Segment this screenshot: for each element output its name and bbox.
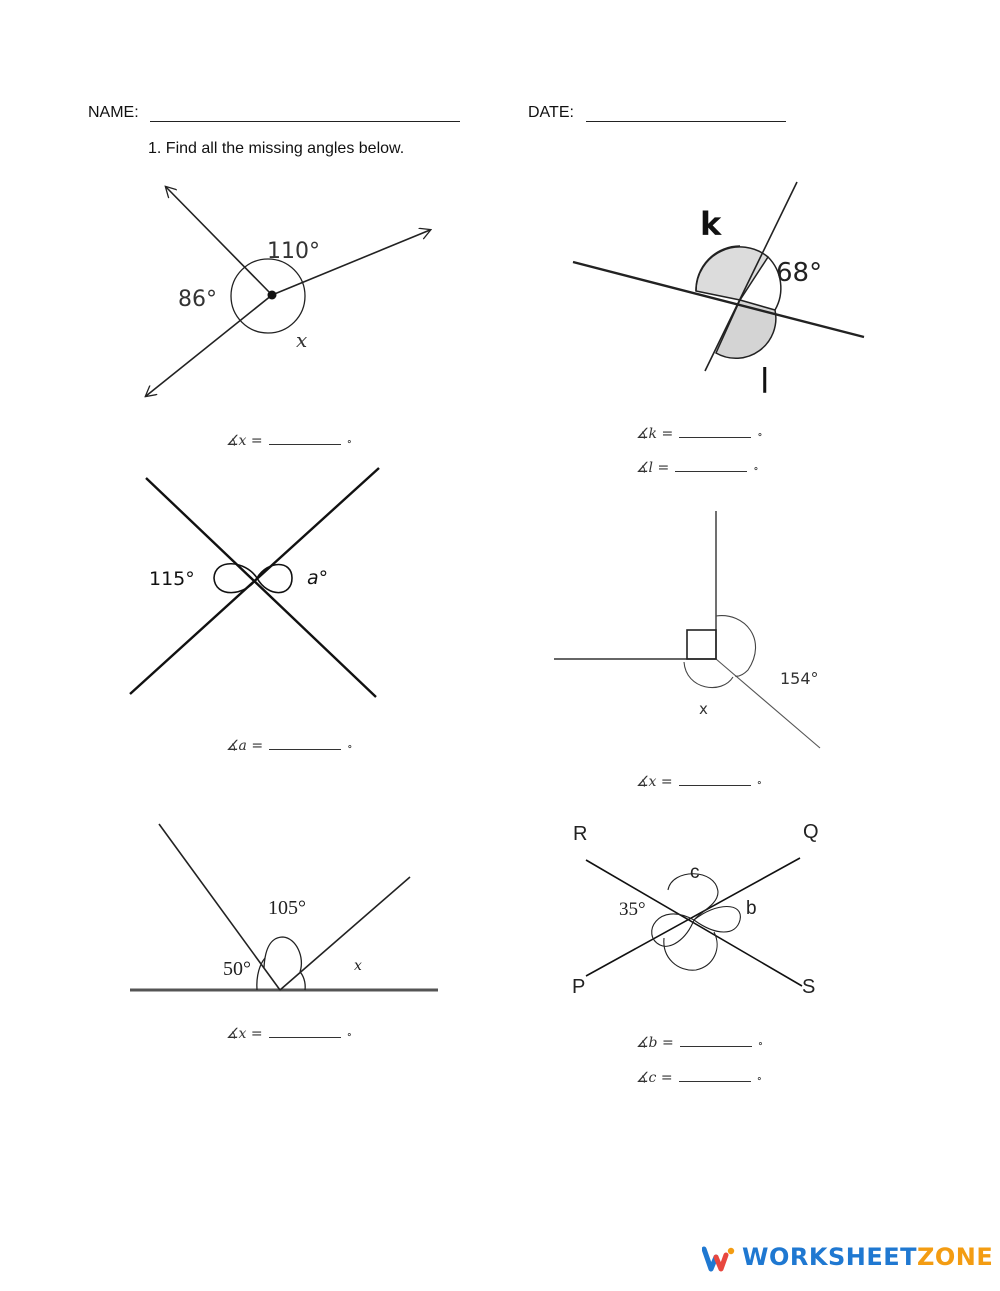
label-c: c bbox=[690, 862, 700, 883]
answer-p5-x bbox=[226, 1026, 352, 1042]
label-154: 154° bbox=[780, 669, 819, 688]
answer-p2-l bbox=[636, 460, 759, 476]
problem3-diagram bbox=[130, 468, 379, 697]
label-l: l bbox=[760, 362, 770, 402]
degree-mark: ∘ bbox=[757, 428, 763, 441]
worksheetzone-logo bbox=[690, 1231, 1000, 1291]
label-68: 68° bbox=[776, 258, 823, 288]
label-x: x bbox=[296, 328, 308, 352]
ray-left bbox=[159, 824, 280, 990]
problem1-diagram bbox=[146, 187, 430, 396]
answer-blank[interactable] bbox=[679, 775, 751, 786]
logo-word-zone: ZONE bbox=[916, 1243, 994, 1271]
label-r: R bbox=[573, 823, 588, 845]
answer-label: ∡x = bbox=[226, 433, 263, 449]
arc-154 bbox=[716, 616, 756, 677]
instruction-text: 1. Find all the missing angles below. bbox=[148, 140, 405, 157]
label-105: 105° bbox=[268, 897, 306, 919]
label-s: S bbox=[802, 976, 816, 998]
answer-label: ∡a = bbox=[226, 738, 264, 754]
label-x: x bbox=[699, 700, 708, 718]
degree-mark: ∘ bbox=[756, 776, 763, 789]
answer-label: ∡x = bbox=[636, 774, 673, 790]
answer-label: ∡k = bbox=[636, 426, 674, 442]
answer-p2-k bbox=[636, 426, 763, 442]
answer-p1-x bbox=[226, 433, 352, 449]
answer-label: ∡l = bbox=[636, 460, 670, 476]
answer-label: ∡x = bbox=[226, 1026, 263, 1042]
name-label: NAME: bbox=[88, 104, 139, 121]
problem2-diagram bbox=[573, 182, 864, 402]
logo-word-worksheet: WORKSHEET bbox=[742, 1243, 917, 1271]
right-angle-box bbox=[687, 630, 716, 659]
logo-wordmark bbox=[742, 1243, 993, 1271]
degree-mark: ∘ bbox=[346, 435, 353, 448]
answer-blank[interactable] bbox=[269, 739, 341, 750]
label-86: 86° bbox=[178, 287, 217, 312]
arc-x bbox=[684, 662, 733, 688]
label-x: x bbox=[354, 958, 362, 974]
answer-blank[interactable] bbox=[269, 1027, 341, 1038]
degree-mark: ∘ bbox=[346, 1028, 353, 1041]
shade-k bbox=[696, 247, 768, 300]
answer-blank[interactable] bbox=[675, 461, 747, 472]
degree-mark: ∘ bbox=[347, 740, 353, 753]
label-b: b bbox=[746, 898, 757, 919]
answer-blank[interactable] bbox=[679, 427, 751, 438]
label-q: Q bbox=[803, 821, 819, 843]
answer-blank[interactable] bbox=[269, 434, 341, 445]
problem4-diagram bbox=[554, 511, 820, 748]
answer-blank[interactable] bbox=[680, 1036, 752, 1047]
answer-label: ∡c = bbox=[636, 1070, 673, 1086]
label-115: 115° bbox=[149, 568, 195, 590]
arc-bottom bbox=[664, 932, 717, 970]
answer-p6-b bbox=[636, 1035, 763, 1051]
label-35: 35° bbox=[619, 899, 646, 920]
arc-105 bbox=[264, 937, 301, 972]
answer-p3-a bbox=[226, 738, 352, 754]
ray-upper-left bbox=[166, 187, 272, 295]
degree-mark: ∘ bbox=[753, 462, 759, 475]
label-k: k bbox=[700, 205, 722, 243]
problem6-diagram bbox=[572, 821, 819, 998]
label-a: a° bbox=[307, 567, 329, 589]
degree-mark: ∘ bbox=[757, 1037, 764, 1050]
problem5-diagram bbox=[130, 824, 438, 990]
label-110: 110° bbox=[267, 239, 320, 264]
answer-label: ∡b = bbox=[636, 1035, 674, 1051]
label-p: P bbox=[572, 976, 586, 998]
answer-p6-c bbox=[636, 1070, 762, 1086]
arc-b bbox=[694, 907, 740, 933]
ray-right bbox=[280, 877, 410, 990]
arc-x bbox=[300, 972, 305, 990]
label-50: 50° bbox=[223, 958, 251, 980]
date-label: DATE: bbox=[528, 104, 574, 121]
logo-w-icon bbox=[702, 1245, 736, 1273]
degree-mark: ∘ bbox=[756, 1072, 762, 1085]
vertex-dot bbox=[268, 291, 277, 300]
answer-blank[interactable] bbox=[679, 1071, 751, 1082]
answer-p4-x bbox=[636, 774, 762, 790]
